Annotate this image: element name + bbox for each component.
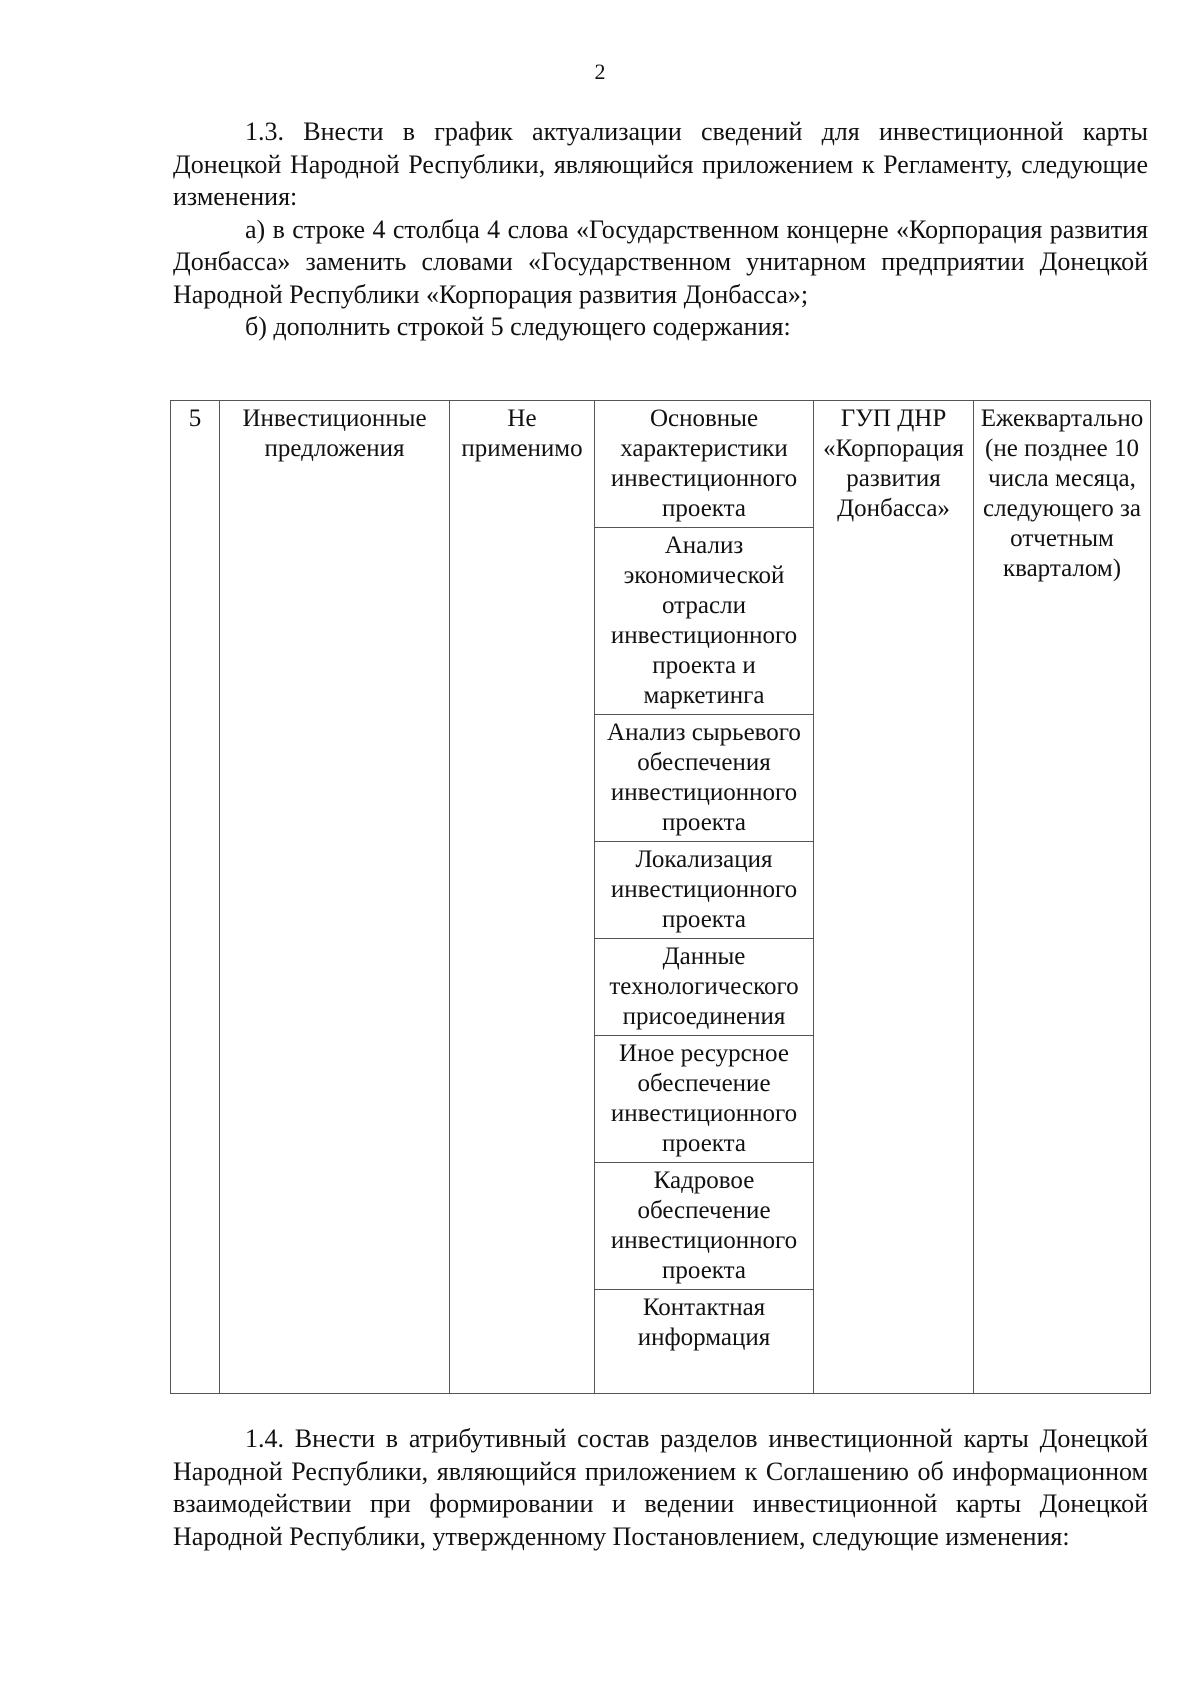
paragraph-1-4: 1.4. Внести в атрибутивный состав разделов инвестиционной карты Донецкой Народной Республики, являющийся приложением к Соглашению об информационном взаимодействии при формировании и ведении инвестиционной карты Донецкой Народной Республики, утвержденному Постановлением, следующие изменения: [173, 1424, 1148, 1551]
row-item-cell: Кадровое обеспечение инвестиционного проекта [595, 1163, 814, 1290]
row-number-cell: 5 [171, 401, 220, 1394]
row-applicability-cell: Не применимо [450, 401, 595, 1394]
row-item-cell: Анализ сырьевого обеспечения инвестиционного проекта [595, 715, 814, 842]
paragraph-1-3-a: а) в строке 4 столбца 4 слова «Государственном концерне «Корпорация развития Донбасса» заменить словами «Государственном унитарном предприятии Донецкой Народной Республики «Корпорация развития Донбасса»; [173, 214, 1148, 309]
row-name-cell: Инвестиционные предложения [220, 401, 450, 1394]
row-item-cell: Данные технологического присоединения [595, 939, 814, 1036]
bottom-text-block [173, 1423, 1148, 1553]
row-item-cell: Иное ресурсное обеспечение инвестиционного проекта [595, 1036, 814, 1163]
row-item-cell: Контактная информация [595, 1290, 814, 1394]
row-item-cell: Анализ экономической отрасли инвестиционного проекта и маркетинга [595, 528, 814, 715]
top-text-block [173, 116, 1148, 344]
table-row [171, 401, 1151, 528]
row-item-cell: Основные характеристики инвестиционного проекта [595, 401, 814, 528]
row-responsible-cell: ГУП ДНР «Корпорация развития Донбасса» [814, 401, 974, 1394]
row-frequency-cell: Ежеквартально (не позднее 10 числа месяца, следующего за отчетным кварталом) [974, 401, 1151, 1394]
paragraph-1-3: 1.3. Внести в график актуализации сведений для инвестиционной карты Донецкой Народной Республики, являющийся приложением к Регламенту, следующие изменения: [173, 117, 1148, 211]
schedule-table [170, 400, 1151, 1394]
paragraph-1-3-b: б) дополнить строкой 5 следующего содержания: [245, 312, 791, 341]
page-number: 2 [594, 59, 606, 84]
row-item-cell: Локализация инвестиционного проекта [595, 842, 814, 939]
